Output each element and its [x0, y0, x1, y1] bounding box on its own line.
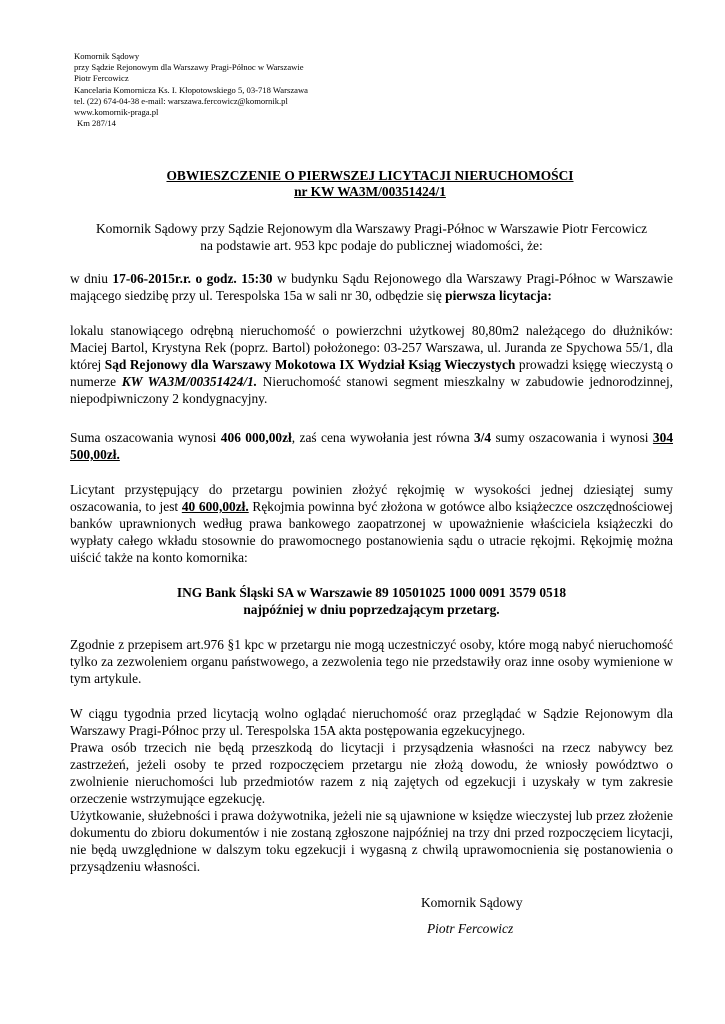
letterhead-line: Kancelaria Komornicza Ks. I. Kłopotowskiego 5, 03-718 Warszawa [74, 84, 308, 95]
text-segment: Suma oszacowania wynosi [70, 430, 221, 445]
auction-date: 17-06-2015r.r. o godz. 15:30 [112, 271, 273, 286]
valuation-paragraph [70, 429, 673, 463]
kw-number: KW WA3M/00351424/1. [121, 374, 258, 389]
price-fraction: 3/4 [473, 430, 492, 445]
art976-paragraph: Zgodnie z przepisem art.976 §1 kpc w przetargu nie mogą uczestniczyć osoby, które mogą nabyć nieruchomość tylko za zezwoleniem organu państwowego, a zezwolenia tego nie przedstawiły oraz inne osoby wymienione w tym artykule. [70, 637, 673, 686]
intro-paragraph [70, 220, 673, 254]
bailiff-letterhead [74, 51, 308, 129]
bank-account: ING Bank Śląski SA w Warszawie 89 10501025 1000 0091 3579 0518 [176, 585, 567, 600]
final-provisions [70, 705, 673, 875]
starting-price: 304 500,00zł. [70, 430, 674, 462]
deposit-amount: 40 600,00zł. [181, 499, 249, 514]
letterhead-line: Piotr Fercowicz [74, 73, 129, 84]
usufruct-paragraph: Użytkowanie, służebności i prawa dożywotnika, jeżeli nie są ujawnione w księdze wieczystej lub przez złożenie dokumentu do zbioru dokumentów i nie zostaną zgłoszone najpóźniej na trzy dni przed rozpoczęciem licytacji, nie będą uwzględnione w dalszym toku egzekucji i wygasną z chwilą uprawomocnienia się postanowienia o przysądzeniu własności. [70, 808, 673, 874]
intro-line: Komornik Sądowy przy Sądzie Rejonowym dla Warszawy Pragi-Północ w Warszawie Piotr Fercowicz [95, 221, 648, 236]
auction-date-paragraph [70, 270, 673, 304]
letterhead-line: www.komornik-praga.pl [74, 107, 159, 118]
text-segment: sumy oszacowania i wynosi [491, 430, 653, 445]
land-register-court: Sąd Rejonowy dla Warszawy Mokotowa IX Wydział Ksiąg Wieczystych [104, 357, 516, 372]
third-party-rights-paragraph: Prawa osób trzecich nie będą przeszkodą do licytacji i przysądzenia własności na rzecz nabywcy bez zastrzeżeń, jeżeli osoby te przed rozpoczęciem przetargu nie złożą dowodu, że wniosły powództwo o zwolnienie nieruchomości lub przedmiotów razem z nią zajętych od egzekucji i uzyskały w tym zakresie orzeczenie wstrzymujące egzekucję. [70, 740, 673, 806]
text-segment: lokalu stanowiącego odrębną nieruchomość o powierzchni użytkowej 80,80m2 należącego do dłużników: Maciej Bartol, Krystyna Rek (poprz. Bartol) położonego: 03-257 Warszawa, ul. Juranda ze Spychowa 55/1, dla której [70, 323, 673, 372]
letterhead-line: przy Sądzie Rejonowym dla Warszawy Pragi-Północ w Warszawie [74, 62, 304, 73]
payment-deadline: najpóźniej w dniu poprzedzającym przetarg. [243, 602, 500, 617]
land-register-number: nr KW WA3M/00351424/1 [294, 184, 446, 199]
deposit-paragraph [70, 481, 673, 566]
text-segment: prowadzi księgę wieczystą o numerze [70, 357, 673, 389]
text-segment: Nieruchomość stanowi segment mieszkalny w zabudowie jednorodzinnej, niepodpiwniczony 2 kondygnacyjny. [70, 374, 674, 406]
notice-title: OBWIESZCZENIE O PIERWSZEJ LICYTACJI NIERUCHOMOŚCI [166, 168, 574, 183]
valuation-amount: 406 000,00zł [220, 430, 292, 445]
text-segment: w dniu [70, 271, 113, 286]
letterhead-line: Komornik Sądowy [74, 51, 140, 61]
case-number: Km 287/14 [77, 118, 116, 129]
intro-line: na podstawie art. 953 kpc podaje do publicznej wiadomości, że: [200, 238, 543, 253]
letterhead-line: tel. (22) 674-04-38 e-mail: warszawa.fercowicz@komornik.pl [74, 95, 288, 106]
text-segment: w budynku Sądu Rejonowego dla Warszawy Pragi-Północ w Warszawie mającego siedzibę przy ul. Terespolska 15a w sali nr 30, odbędzie się [70, 271, 673, 303]
text-segment: Licytant przystępujący do przetargu powinien złożyć rękojmię w wysokości jednej dziesiątej sumy oszacowania, to jest [70, 482, 673, 514]
property-description-paragraph [70, 322, 673, 407]
signature-role: Komornik Sądowy [421, 895, 523, 910]
text-segment: Rękojmia powinna być złożona w gotówce albo książeczce oszczędnościowej banków uprawnionych według prawa bankowego zaopatrzonej w upoważnienie właściciela książeczki do wypłaty całego wkładu stosownie do prawomocnego postanowienia sądu o utracie rękojmi. Rękojmię można uiścić także na konto komornika: [70, 499, 673, 565]
signature-name: Piotr Fercowicz [427, 921, 514, 936]
viewing-paragraph: W ciągu tygodnia przed licytacją wolno oglądać nieruchomość oraz przeglądać w Sądzie Rejonowym dla Warszawy Pragi-Północ przy ul. Terespolska 15A akta postępowania egzekucyjnego. [70, 706, 673, 738]
auction-type: pierwsza licytacja: [445, 288, 552, 303]
text-segment: , zaś cena wywołania jest równa [291, 430, 474, 445]
